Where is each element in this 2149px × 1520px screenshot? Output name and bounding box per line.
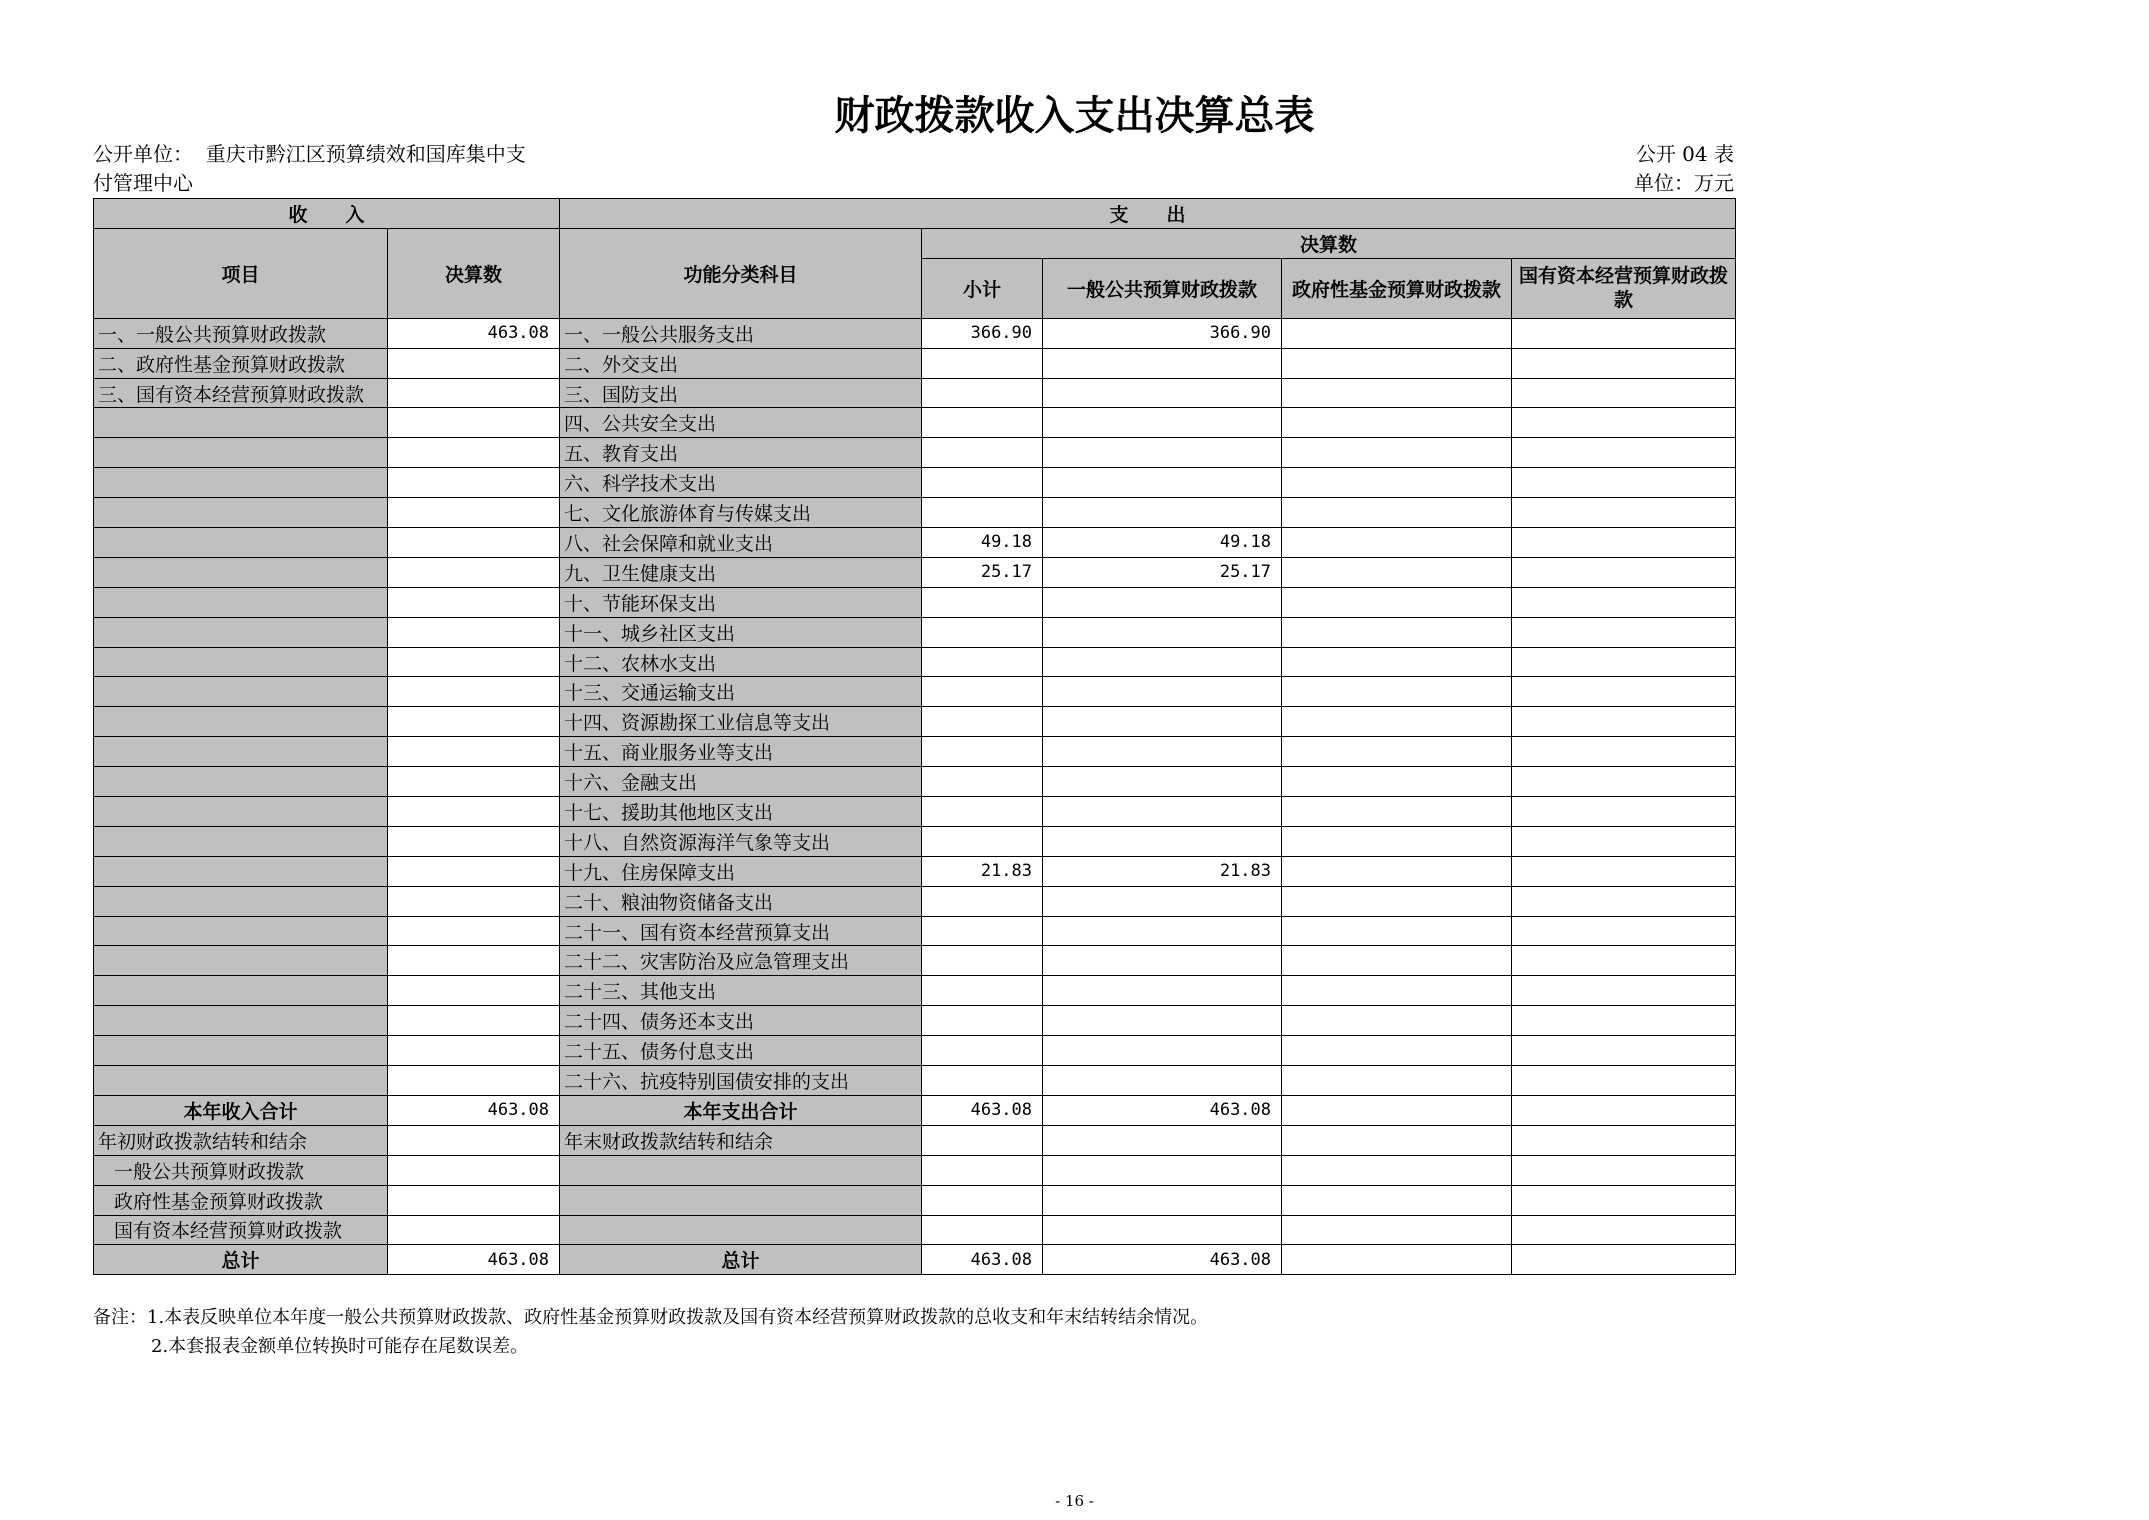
carryover-sub-general-value [388, 1155, 560, 1185]
table-row [94, 1066, 1736, 1096]
category-cell: 四、公共安全支出 [560, 408, 922, 438]
gov-fund-cell [1282, 1036, 1512, 1066]
category-cell: 二十三、其他支出 [560, 976, 922, 1006]
table-row [94, 737, 1736, 767]
gov-fund-cell [1282, 976, 1512, 1006]
final-amount-group-header: 决算数 [922, 228, 1736, 258]
grand-expense-general: 463.08 [1043, 1245, 1282, 1275]
table-row [94, 557, 1736, 587]
carryover-sub-cell [1512, 1185, 1736, 1215]
income-amount-cell [388, 767, 560, 797]
category-cell: 十二、农林水支出 [560, 647, 922, 677]
table-code: 公开 04 表 [1635, 142, 1734, 166]
category-cell: 一、一般公共服务支出 [560, 318, 922, 348]
unit-name-line1: 重庆市黔江区预算绩效和国库集中支 [205, 142, 526, 166]
state-capital-cell [1512, 797, 1736, 827]
gov-fund-cell [1282, 886, 1512, 916]
category-cell: 十六、金融支出 [560, 767, 922, 797]
grand-total-row [94, 1245, 1736, 1275]
income-item-cell [94, 498, 388, 528]
subtotal-cell [922, 1066, 1043, 1096]
begin-carryover-label: 年初财政拨款结转和结余 [94, 1125, 388, 1155]
gov-fund-cell [1282, 498, 1512, 528]
general-budget-cell [1043, 767, 1282, 797]
income-amount-cell [388, 976, 560, 1006]
subtotal-cell [922, 1036, 1043, 1066]
income-item-cell: 三、国有资本经营预算财政拨款 [94, 378, 388, 408]
carryover-sub-cell [1282, 1185, 1512, 1215]
general-budget-cell [1043, 886, 1282, 916]
income-amount-cell [388, 617, 560, 647]
year-expense-subtotal: 463.08 [922, 1095, 1043, 1125]
state-capital-cell [1512, 946, 1736, 976]
grand-expense-total-label: 总计 [560, 1245, 922, 1275]
table-row [94, 438, 1736, 468]
state-capital-cell [1512, 976, 1736, 1006]
subtotal-cell [922, 707, 1043, 737]
gov-fund-cell [1282, 707, 1512, 737]
state-capital-cell [1512, 318, 1736, 348]
category-cell: 二、外交支出 [560, 348, 922, 378]
unit-name [93, 140, 526, 198]
category-cell: 二十六、抗疫特别国债安排的支出 [560, 1066, 922, 1096]
carryover-sub-blank [560, 1215, 922, 1245]
table-row [94, 408, 1736, 438]
final-amount-header: 决算数 [388, 228, 560, 318]
subtotal-cell [922, 1006, 1043, 1036]
income-amount-cell [388, 587, 560, 617]
carryover-sub-row [94, 1155, 1736, 1185]
table-row [94, 647, 1736, 677]
state-capital-cell [1512, 1006, 1736, 1036]
income-item-cell [94, 856, 388, 886]
grand-expense-state-capital [1512, 1245, 1736, 1275]
general-budget-cell [1043, 468, 1282, 498]
subtotal-cell: 21.83 [922, 856, 1043, 886]
table-footer [94, 1095, 1736, 1274]
subtotal-cell [922, 886, 1043, 916]
state-capital-cell [1512, 498, 1736, 528]
gov-fund-cell [1282, 737, 1512, 767]
item-header: 项目 [94, 228, 388, 318]
income-amount-cell [388, 826, 560, 856]
table-row [94, 767, 1736, 797]
subtotal-cell [922, 976, 1043, 1006]
state-capital-cell [1512, 856, 1736, 886]
income-item-cell [94, 647, 388, 677]
carryover-sub-blank [560, 1185, 922, 1215]
table-row [94, 1006, 1736, 1036]
general-budget-cell [1043, 976, 1282, 1006]
category-cell: 五、教育支出 [560, 438, 922, 468]
gov-fund-cell [1282, 1066, 1512, 1096]
state-capital-cell [1512, 557, 1736, 587]
subtotal-cell [922, 348, 1043, 378]
carryover-sub-cell [1043, 1155, 1282, 1185]
subtotal-header: 小计 [922, 258, 1043, 318]
carryover-sub-row [94, 1185, 1736, 1215]
category-cell: 十四、资源勘探工业信息等支出 [560, 707, 922, 737]
income-item-cell [94, 1006, 388, 1036]
state-capital-cell [1512, 617, 1736, 647]
category-cell: 二十二、灾害防治及应急管理支出 [560, 946, 922, 976]
general-budget-cell [1043, 1006, 1282, 1036]
category-cell: 二十四、债务还本支出 [560, 1006, 922, 1036]
table-row [94, 617, 1736, 647]
general-budget-cell: 25.17 [1043, 557, 1282, 587]
end-carryover-label: 年末财政拨款结转和结余 [560, 1125, 922, 1155]
year-income-total-label: 本年收入合计 [94, 1095, 388, 1125]
gov-fund-cell [1282, 797, 1512, 827]
income-item-cell [94, 737, 388, 767]
unit-name-line2: 付管理中心 [93, 171, 193, 195]
state-capital-cell [1512, 677, 1736, 707]
general-budget-cell: 21.83 [1043, 856, 1282, 886]
income-amount-cell [388, 498, 560, 528]
income-item-cell [94, 617, 388, 647]
state-capital-cell [1512, 348, 1736, 378]
general-budget-cell: 366.90 [1043, 318, 1282, 348]
gov-fund-cell [1282, 557, 1512, 587]
subtotal-cell [922, 438, 1043, 468]
carryover-sub-cell [1043, 1215, 1282, 1245]
year-expense-state-capital [1512, 1095, 1736, 1125]
subtotal-cell [922, 498, 1043, 528]
income-item-cell [94, 946, 388, 976]
income-amount-cell [388, 797, 560, 827]
general-budget-cell [1043, 677, 1282, 707]
income-amount-cell [388, 856, 560, 886]
subtotal-cell [922, 946, 1043, 976]
subtotal-cell [922, 468, 1043, 498]
gov-fund-cell [1282, 318, 1512, 348]
state-capital-cell [1512, 587, 1736, 617]
year-income-total-value: 463.08 [388, 1095, 560, 1125]
unit-name-label: 公开单位： [93, 142, 193, 166]
income-item-cell [94, 408, 388, 438]
table-row [94, 946, 1736, 976]
end-carryover-state-capital [1512, 1125, 1736, 1155]
year-expense-general: 463.08 [1043, 1095, 1282, 1125]
gov-fund-cell [1282, 438, 1512, 468]
general-budget-cell [1043, 826, 1282, 856]
general-budget-cell [1043, 498, 1282, 528]
income-amount-cell [388, 348, 560, 378]
carryover-sub-state-capital: 国有资本经营预算财政拨款 [94, 1215, 388, 1245]
general-budget-header: 一般公共预算财政拨款 [1043, 258, 1282, 318]
income-item-cell [94, 438, 388, 468]
note-1: 备注：1.本表反映单位本年度一般公共预算财政拨款、政府性基金预算财政拨款及国有资本经营预算财政拨款的总收支和年末结转结余情况。 [93, 1307, 1209, 1328]
state-capital-cell [1512, 886, 1736, 916]
subtotal-cell [922, 677, 1043, 707]
grand-income-total-value: 463.08 [388, 1245, 560, 1275]
subtotal-cell: 49.18 [922, 528, 1043, 558]
gov-fund-cell [1282, 767, 1512, 797]
gov-fund-cell [1282, 617, 1512, 647]
income-item-cell [94, 797, 388, 827]
end-carryover-general [1043, 1125, 1282, 1155]
gov-fund-header: 政府性基金预算财政拨款 [1282, 258, 1512, 318]
income-amount-cell [388, 707, 560, 737]
carryover-sub-cell [922, 1185, 1043, 1215]
income-amount-cell [388, 528, 560, 558]
functional-category-header: 功能分类科目 [560, 228, 922, 318]
income-header: 收 入 [94, 199, 560, 229]
income-item-cell: 一、一般公共预算财政拨款 [94, 318, 388, 348]
state-capital-cell [1512, 528, 1736, 558]
grand-expense-subtotal: 463.08 [922, 1245, 1043, 1275]
table-row [94, 1036, 1736, 1066]
subtotal-cell [922, 826, 1043, 856]
income-item-cell [94, 557, 388, 587]
subtotal-cell: 366.90 [922, 318, 1043, 348]
income-item-cell [94, 468, 388, 498]
income-item-cell [94, 1066, 388, 1096]
category-cell: 七、文化旅游体育与传媒支出 [560, 498, 922, 528]
general-budget-cell [1043, 408, 1282, 438]
income-item-cell [94, 1036, 388, 1066]
table-row [94, 528, 1736, 558]
carryover-sub-cell [1282, 1215, 1512, 1245]
income-item-cell [94, 886, 388, 916]
income-amount-cell [388, 946, 560, 976]
table-row [94, 976, 1736, 1006]
gov-fund-cell [1282, 408, 1512, 438]
table-row [94, 797, 1736, 827]
state-capital-cell [1512, 438, 1736, 468]
subtotal-cell [922, 737, 1043, 767]
table-row [94, 707, 1736, 737]
table-row [94, 677, 1736, 707]
year-total-row [94, 1095, 1736, 1125]
carryover-sub-general: 一般公共预算财政拨款 [94, 1155, 388, 1185]
general-budget-cell [1043, 797, 1282, 827]
carryover-sub-cell [1043, 1185, 1282, 1215]
table-row [94, 468, 1736, 498]
category-cell: 二十一、国有资本经营预算支出 [560, 916, 922, 946]
state-capital-cell [1512, 647, 1736, 677]
carryover-sub-cell [1512, 1155, 1736, 1185]
carryover-sub-cell [1512, 1215, 1736, 1245]
table-row [94, 498, 1736, 528]
income-amount-cell [388, 886, 560, 916]
table-row [94, 916, 1736, 946]
income-item-cell [94, 826, 388, 856]
category-cell: 二十五、债务付息支出 [560, 1036, 922, 1066]
general-budget-cell [1043, 1066, 1282, 1096]
income-amount-cell [388, 737, 560, 767]
general-budget-cell [1043, 916, 1282, 946]
carryover-sub-cell [922, 1215, 1043, 1245]
subtotal-cell [922, 767, 1043, 797]
income-amount-cell [388, 647, 560, 677]
state-capital-cell [1512, 707, 1736, 737]
gov-fund-cell [1282, 587, 1512, 617]
general-budget-cell [1043, 946, 1282, 976]
state-capital-cell [1512, 1066, 1736, 1096]
income-amount-cell [388, 677, 560, 707]
subtotal-cell [922, 647, 1043, 677]
general-budget-cell [1043, 438, 1282, 468]
state-capital-cell [1512, 767, 1736, 797]
general-budget-cell: 49.18 [1043, 528, 1282, 558]
gov-fund-cell [1282, 647, 1512, 677]
end-carryover-subtotal [922, 1125, 1043, 1155]
state-capital-cell [1512, 468, 1736, 498]
general-budget-cell [1043, 587, 1282, 617]
note-2: 2.本套报表金额单位转换时可能存在尾数误差。 [151, 1336, 529, 1357]
general-budget-cell [1043, 378, 1282, 408]
page-number: - 16 - [1055, 1492, 1094, 1510]
general-budget-cell [1043, 647, 1282, 677]
currency-unit: 单位：万元 [1634, 171, 1734, 195]
income-item-cell [94, 587, 388, 617]
table-row [94, 587, 1736, 617]
state-capital-cell [1512, 737, 1736, 767]
category-cell: 三、国防支出 [560, 378, 922, 408]
state-capital-cell [1512, 826, 1736, 856]
gov-fund-cell [1282, 916, 1512, 946]
category-cell: 十、节能环保支出 [560, 587, 922, 617]
gov-fund-cell [1282, 528, 1512, 558]
state-capital-cell [1512, 1036, 1736, 1066]
income-amount-cell: 463.08 [388, 318, 560, 348]
category-cell: 十八、自然资源海洋气象等支出 [560, 826, 922, 856]
carryover-sub-row [94, 1215, 1736, 1245]
gov-fund-cell [1282, 826, 1512, 856]
table-row [94, 348, 1736, 378]
gov-fund-cell [1282, 1006, 1512, 1036]
table-row [94, 318, 1736, 348]
income-amount-cell [388, 378, 560, 408]
gov-fund-cell [1282, 468, 1512, 498]
page-title: 财政拨款收入支出决算总表 [834, 93, 1315, 139]
end-carryover-gov-fund [1282, 1125, 1512, 1155]
income-amount-cell [388, 557, 560, 587]
income-amount-cell [388, 438, 560, 468]
general-budget-cell [1043, 617, 1282, 647]
state-capital-header: 国有资本经营预算财政拨款 [1512, 258, 1736, 318]
general-budget-cell [1043, 707, 1282, 737]
income-amount-cell [388, 468, 560, 498]
subtotal-cell [922, 587, 1043, 617]
income-amount-cell [388, 916, 560, 946]
general-budget-cell [1043, 1036, 1282, 1066]
category-cell: 十三、交通运输支出 [560, 677, 922, 707]
income-item-cell [94, 707, 388, 737]
income-amount-cell [388, 1006, 560, 1036]
table-row [94, 826, 1736, 856]
grand-income-total-label: 总计 [94, 1245, 388, 1275]
notes [93, 1303, 1208, 1361]
category-cell: 六、科学技术支出 [560, 468, 922, 498]
income-item-cell [94, 528, 388, 558]
carryover-row [94, 1125, 1736, 1155]
category-cell: 二十、粮油物资储备支出 [560, 886, 922, 916]
category-cell: 十五、商业服务业等支出 [560, 737, 922, 767]
table-row [94, 856, 1736, 886]
budget-table [93, 198, 1736, 1275]
table-row [94, 378, 1736, 408]
carryover-sub-gov-fund-value [388, 1185, 560, 1215]
income-item-cell: 二、政府性基金预算财政拨款 [94, 348, 388, 378]
carryover-sub-gov-fund: 政府性基金预算财政拨款 [94, 1185, 388, 1215]
income-item-cell [94, 677, 388, 707]
state-capital-cell [1512, 408, 1736, 438]
subtotal-cell: 25.17 [922, 557, 1043, 587]
state-capital-cell [1512, 378, 1736, 408]
gov-fund-cell [1282, 348, 1512, 378]
category-cell: 八、社会保障和就业支出 [560, 528, 922, 558]
category-cell: 九、卫生健康支出 [560, 557, 922, 587]
general-budget-cell [1043, 737, 1282, 767]
category-cell: 十九、住房保障支出 [560, 856, 922, 886]
gov-fund-cell [1282, 677, 1512, 707]
general-budget-cell [1043, 348, 1282, 378]
carryover-sub-cell [922, 1155, 1043, 1185]
year-expense-total-label: 本年支出合计 [560, 1095, 922, 1125]
table-body [94, 318, 1736, 1095]
category-cell: 十七、援助其他地区支出 [560, 797, 922, 827]
begin-carryover-value [388, 1125, 560, 1155]
expenditure-header: 支 出 [560, 199, 1736, 229]
income-amount-cell [388, 1066, 560, 1096]
state-capital-cell [1512, 916, 1736, 946]
subtotal-cell [922, 617, 1043, 647]
income-item-cell [94, 767, 388, 797]
table-row [94, 886, 1736, 916]
income-item-cell [94, 976, 388, 1006]
subtotal-cell [922, 378, 1043, 408]
subtotal-cell [922, 797, 1043, 827]
subtotal-cell [922, 408, 1043, 438]
gov-fund-cell [1282, 946, 1512, 976]
category-cell: 十一、城乡社区支出 [560, 617, 922, 647]
carryover-sub-state-capital-value [388, 1215, 560, 1245]
gov-fund-cell [1282, 856, 1512, 886]
income-amount-cell [388, 408, 560, 438]
grand-expense-gov-fund [1282, 1245, 1512, 1275]
income-item-cell [94, 916, 388, 946]
subtotal-cell [922, 916, 1043, 946]
carryover-sub-blank [560, 1155, 922, 1185]
year-expense-gov-fund [1282, 1095, 1512, 1125]
table-meta [1634, 140, 1734, 198]
carryover-sub-cell [1282, 1155, 1512, 1185]
income-amount-cell [388, 1036, 560, 1066]
gov-fund-cell [1282, 378, 1512, 408]
